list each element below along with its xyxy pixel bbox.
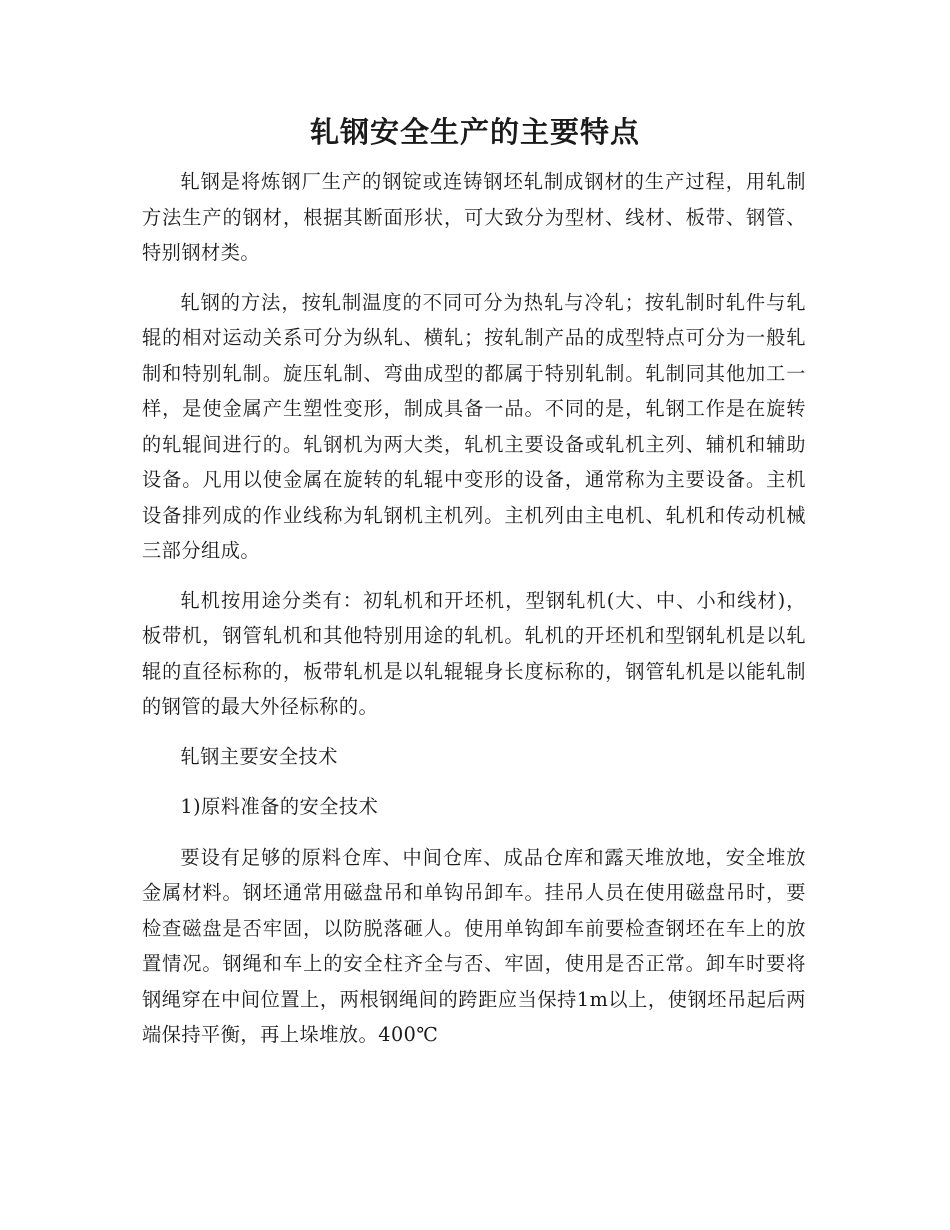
document-body xyxy=(142,164,806,1067)
paragraph-mill-classification: 轧机按用途分类有：初轧机和开坯机，型钢轧机(大、中、小和线材)，板带机，钢管轧机和其他特别用途的轧机。轧机的开坯机和型钢轧机是以轧辊的直径标称的，板带轧机是以轧辊辊身长度标称的，钢管轧机是以能轧制的钢管的最大外径标称的。 xyxy=(142,588,806,718)
document-title: 轧钢安全生产的主要特点 xyxy=(309,115,640,149)
section-heading-safety: 轧钢主要安全技术 xyxy=(180,744,338,768)
subsection-heading-material-prep: 1)原料准备的安全技术 xyxy=(180,795,379,818)
paragraph-material-prep: 要设有足够的原料仓库、中间仓库、成品仓库和露天堆放地，安全堆放金属材料。钢坯通常用磁盘吊和单钩吊卸车。挂吊人员在使用磁盘吊时，要检查磁盘是否牢固，以防脱落砸人。使用单钩卸车前要检查钢坯在车上的放置情况。钢绳和车上的安全柱齐全与否、牢固，使用是否正常。卸车时要将钢绳穿在中间位置上，两根钢绳间的跨距应当保持1m以上，使钢坯吊起后两端保持平衡，再上垛堆放。400℃ xyxy=(142,845,806,1046)
paragraph-rolling-definition: 轧钢是将炼钢厂生产的钢锭或连铸钢坯轧制成钢材的生产过程，用轧制方法生产的钢材，根据其断面形状，可大致分为型材、线材、板带、钢管、特别钢材类。 xyxy=(142,170,806,264)
paragraph-rolling-methods: 轧钢的方法，按轧制温度的不同可分为热轧与冷轧；按轧制时轧件与轧辊的相对运动关系可分为纵轧、横轧；按轧制产品的成型特点可分为一般轧制和特别轧制。旋压轧制、弯曲成型的都属于特别轧制。轧制同其他加工一样，是使金属产生塑性变形，制成具备一品。不同的是，轧钢工作是在旋转的轧辊间进行的。轧钢机为两大类，轧机主要设备或轧机主列、辅机和辅助设备。凡用以使金属在旋转的轧辊中变形的设备，通常称为主要设备。主机设备排列成的作业线称为轧钢机主机列。主机列由主电机、轧机和传动机械三部分组成。 xyxy=(142,290,806,562)
